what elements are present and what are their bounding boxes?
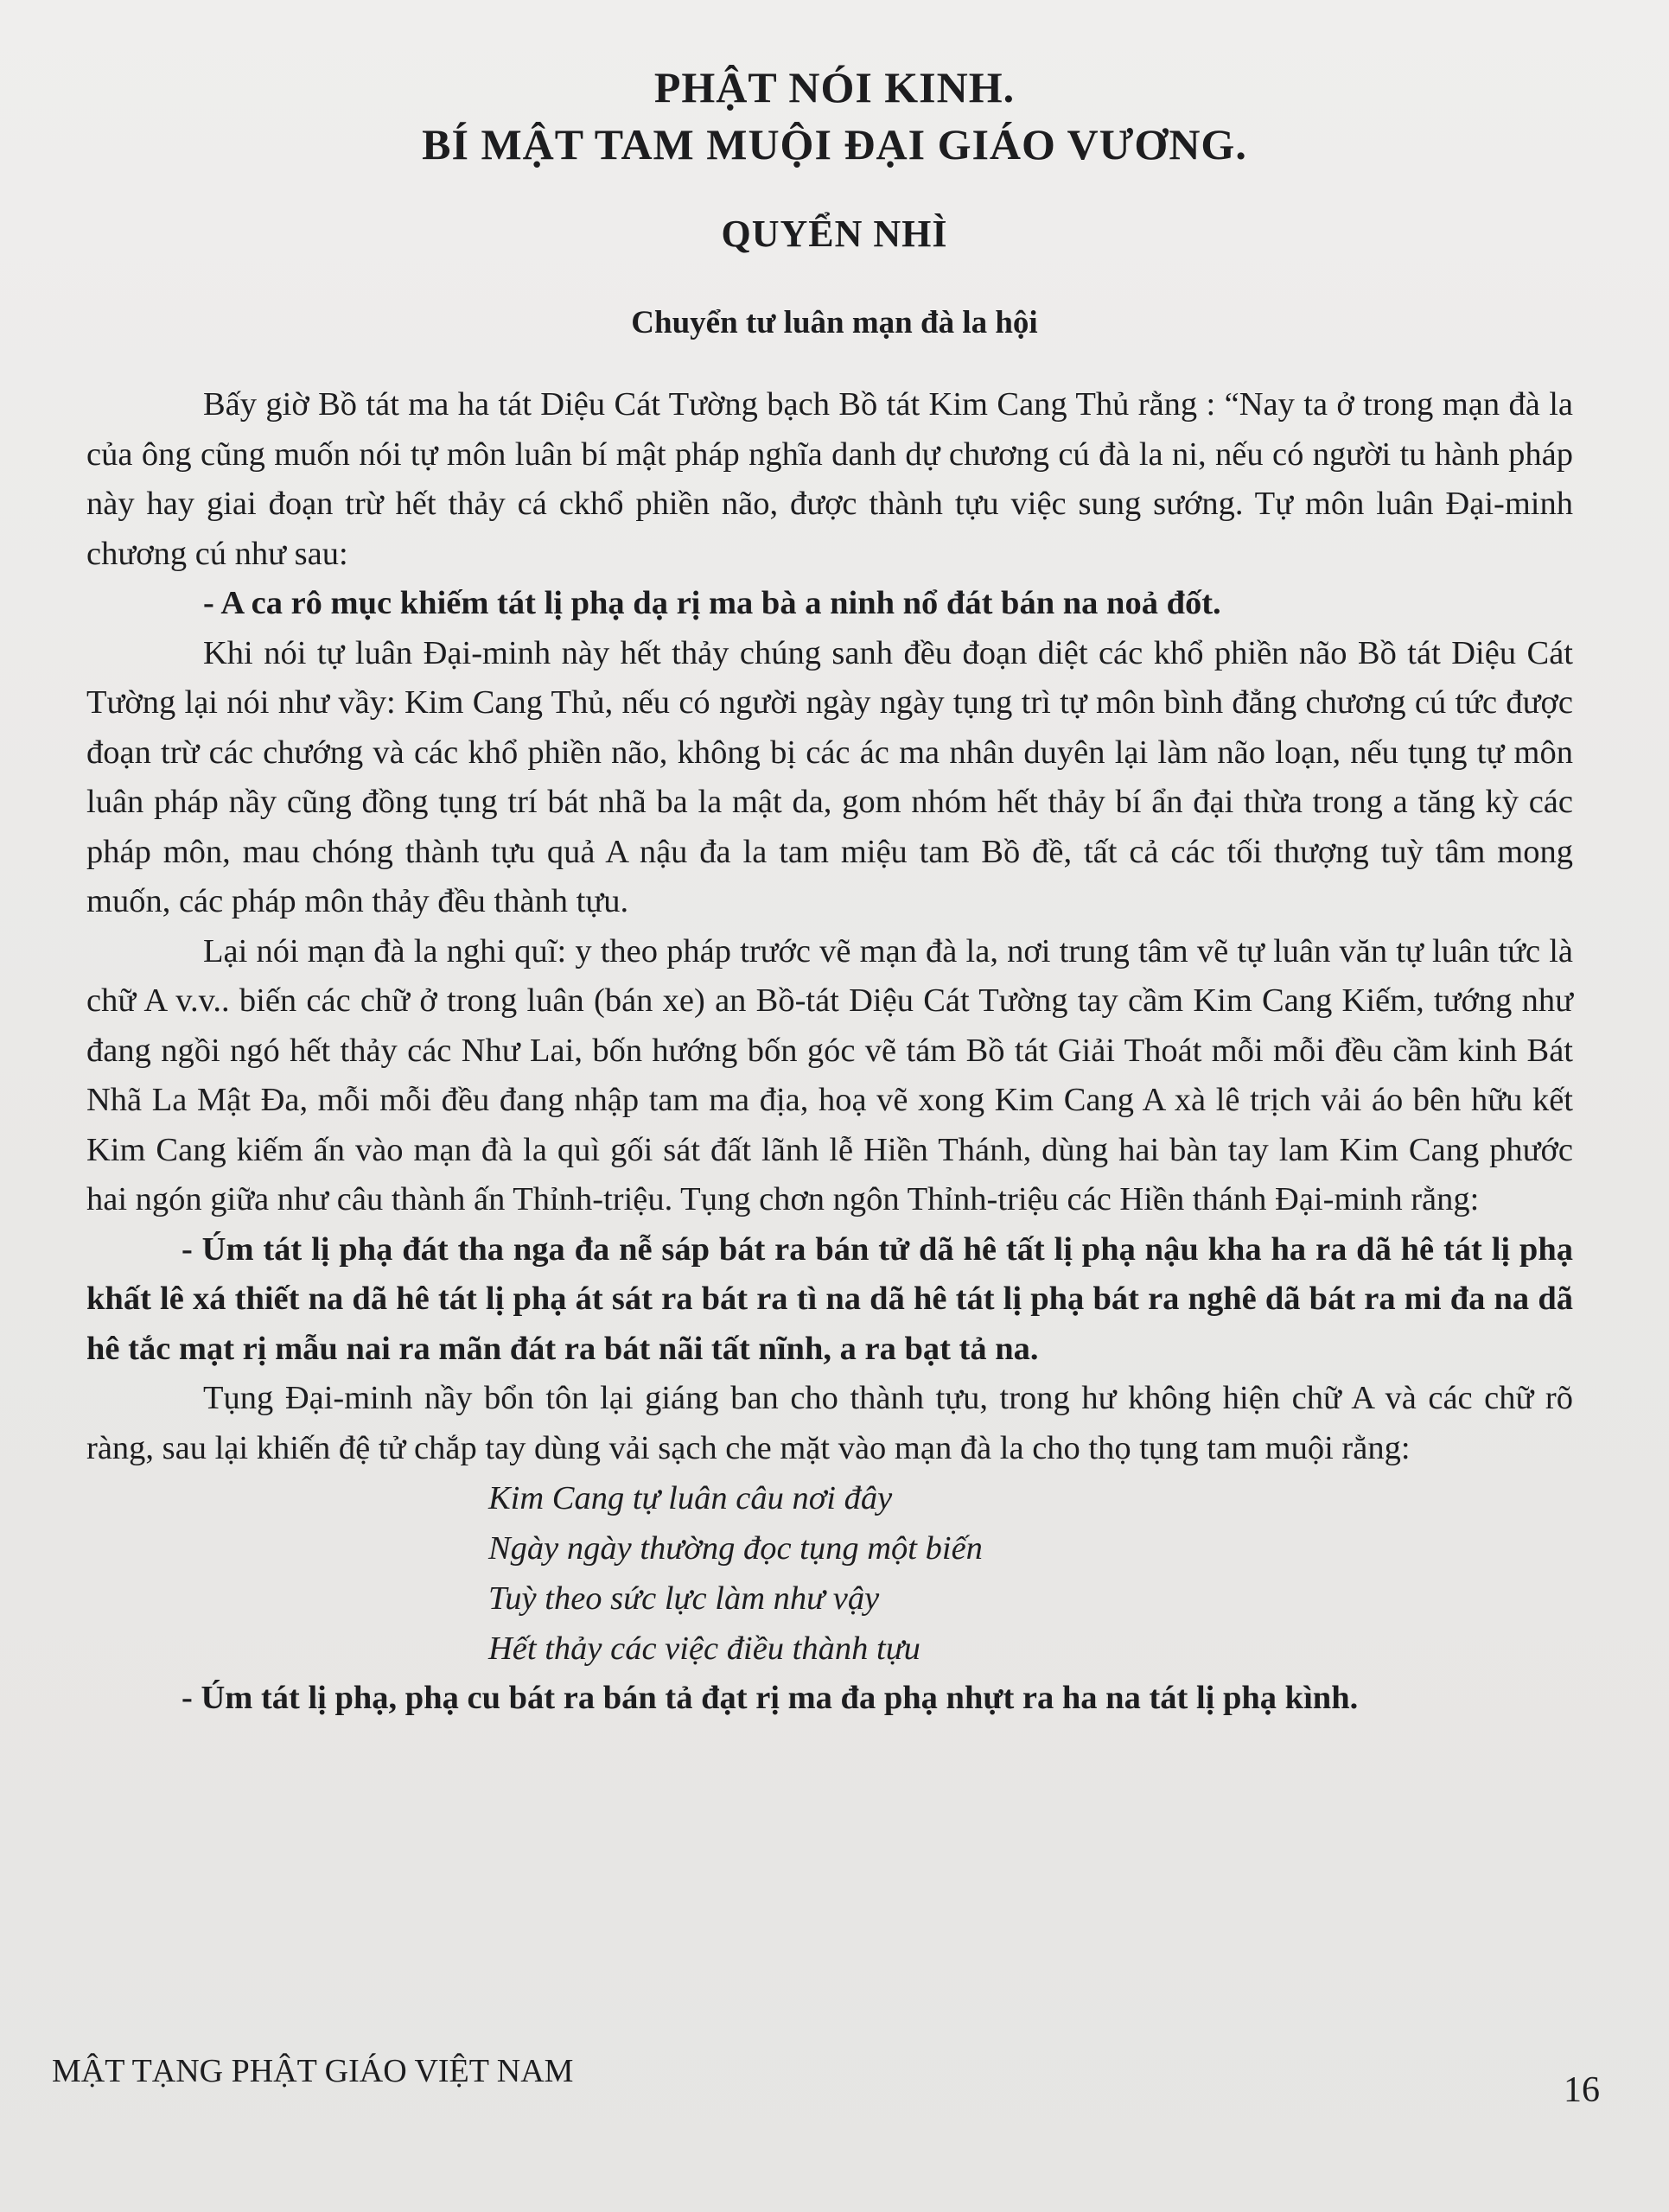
footer-publication: MẬT TẠNG PHẬT GIÁO VIỆT NAM bbox=[52, 2053, 574, 2089]
paragraph: Lại nói mạn đà la nghi quĩ: y theo pháp trước vẽ mạn đà la, nơi trung tâm vẽ tự luân văn tự luân tức là chữ A v.v.. biến các chữ ở trong luân (bán xe) an Bồ-tát Diệu Cát Tường tay cầm Kim Cang Kiếm, tướng như đang ngồi ngó hết thảy các Như Lai, bốn hướng bốn góc vẽ tám Bồ tát Giải Thoát mỗi mỗi đều cầm kinh Bát Nhã La Mật Đa, mỗi mỗi đều đang nhập tam ma địa, hoạ vẽ xong Kim Cang A xà lê trịch vải áo bên hữu kết Kim Cang kiếm ấn vào mạn đà la quì gối sát đất lãnh lễ Hiền Thánh, dùng hai bàn tay lam Kim Cang phước hai ngón giữa như câu thành ấn Thỉnh-triệu. Tụng chơn ngôn Thỉnh-triệu các Hiền thánh Đại-minh rằng: bbox=[86, 932, 1573, 1217]
volume-heading: QUYỂN NHÌ bbox=[721, 213, 948, 255]
mantra-paragraph: - A ca rô mục khiếm tát lị phạ dạ rị ma bà a ninh nổ đát bán na noả đốt. bbox=[203, 585, 1221, 621]
verse-line: Hết thảy các việc điều thành tựu bbox=[488, 1630, 920, 1667]
title-line-2: BÍ MẬT TAM MUỘI ĐẠI GIÁO VƯƠNG. bbox=[422, 120, 1247, 168]
section-heading: Chuyển tư luân mạn đà la hội bbox=[631, 305, 1038, 340]
paragraph: Bấy giờ Bồ tát ma ha tát Diệu Cát Tường bạch Bồ tát Kim Cang Thủ rằng : “Nay ta ở trong mạn đà la của ông cũng muốn nói tự môn luân bí mật pháp nghĩa danh dự chương cú đà la ni, nếu có người tu hành pháp này hay giai đoạn trừ hết thảy cá ckhổ phiền não, được thành tựu việc sung sướng. Tự môn luân Đại-minh chương cú như sau: bbox=[86, 386, 1573, 572]
paragraph: Tụng Đại-minh nầy bổn tôn lại giáng ban cho thành tựu, trong hư không hiện chữ A và các chữ rõ ràng, sau lại khiến đệ tử chắp tay dùng vải sạch che mặt vào mạn đà la cho thọ tụng tam muội rằng: bbox=[86, 1380, 1573, 1466]
mantra-paragraph: - Úm tát lị phạ đát tha nga đa nễ sáp bát ra bán tử dã hê tất lị phạ nậu kha ha ra dã hê tát lị phạ khất lê xá thiết na dã hê tát lị phạ át sát ra bát ra tì na dã hê tát lị phạ bát ra nghê dã bát ra mi đa na dã hê tắc mạt rị mẫu nai ra mãn đát ra bát nãi tất nĩnh, a ra bạt tả na. bbox=[86, 1230, 1573, 1367]
body-text bbox=[86, 380, 1573, 1724]
page-number: 16 bbox=[1564, 2070, 1600, 2110]
verse-line: Kim Cang tự luân câu nơi đây bbox=[488, 1480, 893, 1516]
paragraph: Khi nói tự luân Đại-minh này hết thảy chúng sanh đều đoạn diệt các khổ phiền não Bồ tát Diệu Cát Tường lại nói như vầy: Kim Cang Thủ, nếu có người ngày ngày tụng trì tự môn bình đẳng chương cú tức được đoạn trừ các chướng và các khổ phiền não, không bị các ác ma nhân duyên lại làm não loạn, nếu tụng tự môn luân pháp nầy cũng đồng tụng trí bát nhã ba la mật da, gom nhóm hết thảy bí ẩn đại thừa trong a tăng kỳ các pháp môn, mau chóng thành tựu quả A nậu đa la tam miệu tam Bồ đề, tất cả các tối thượng tuỳ tâm mong muốn, các pháp môn thảy đều thành tựu. bbox=[86, 634, 1573, 919]
verse-line: Ngày ngày thường đọc tụng một biến bbox=[488, 1530, 983, 1567]
verse-block bbox=[86, 1473, 1573, 1674]
closing-mantra: - Úm tát lị phạ, phạ cu bát ra bán tả đạt rị ma đa phạ nhựt ra ha na tát lị phạ kình. bbox=[182, 1680, 1359, 1716]
title-line-1: PHẬT NÓI KINH. bbox=[653, 63, 1016, 111]
verse-line: Tuỳ theo sức lực làm như vậy bbox=[488, 1580, 880, 1617]
